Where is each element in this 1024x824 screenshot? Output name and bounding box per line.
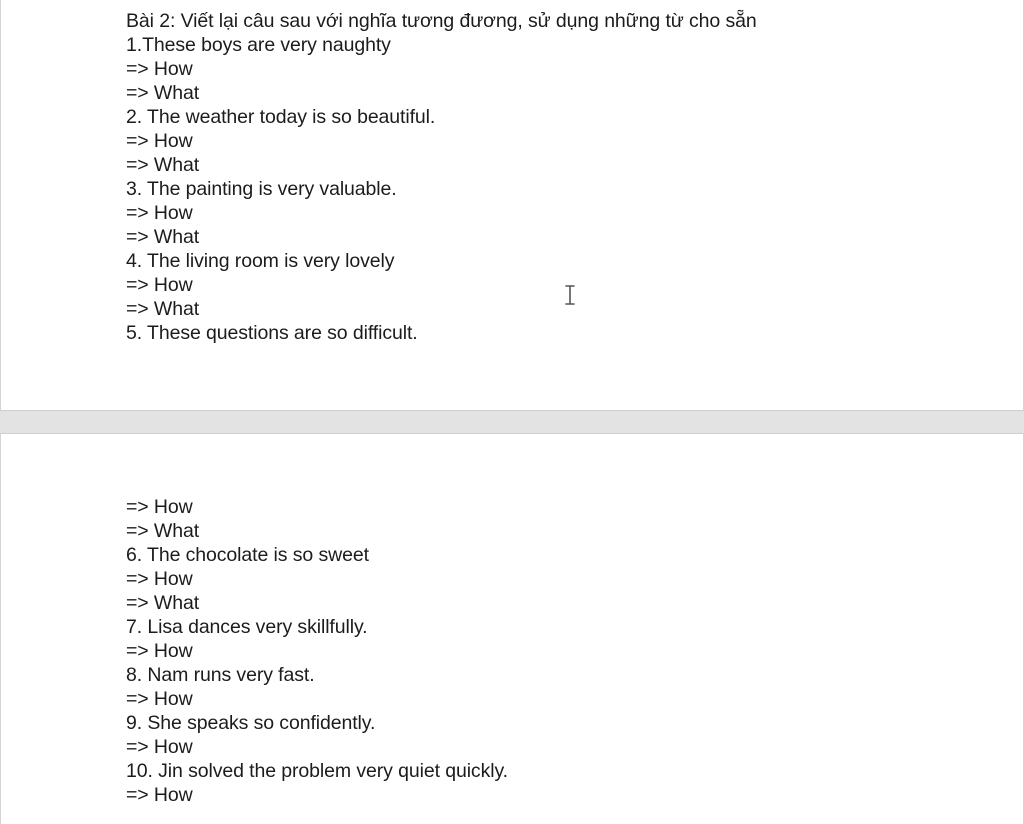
- answer-line-how: => How: [126, 58, 193, 80]
- answer-line-how: => How: [126, 130, 193, 152]
- answer-line-what: => What: [126, 154, 200, 176]
- answer-line-what: => What: [126, 82, 200, 104]
- question-3: 3. The painting is very valuable.: [126, 178, 397, 200]
- answer-line-how: => How: [126, 784, 193, 806]
- answer-line-how: => How: [126, 736, 193, 758]
- question-5: 5. These questions are so difficult.: [126, 322, 418, 344]
- answer-line-how: => How: [126, 688, 193, 710]
- question-1: 1.These boys are very naughty: [126, 34, 391, 56]
- document-page-2[interactable]: [0, 433, 1024, 824]
- question-8: 8. Nam runs very fast.: [126, 664, 315, 686]
- answer-line-how: => How: [126, 568, 193, 590]
- answer-line-how: => How: [126, 640, 193, 662]
- answer-line-what: => What: [126, 298, 200, 320]
- page-1-text: [126, 9, 757, 345]
- question-10: 10. Jin solved the problem very quiet quickly.: [126, 760, 508, 782]
- question-6: 6. The chocolate is so sweet: [126, 544, 369, 566]
- text-cursor-icon: [563, 284, 577, 306]
- answer-line-what: => What: [126, 226, 200, 248]
- answer-line-what: => What: [126, 520, 200, 542]
- exercise-heading: Bài 2: Viết lại câu sau với nghĩa tương đương, sử dụng những từ cho sẵn: [126, 10, 757, 32]
- answer-line-what: => What: [126, 592, 200, 614]
- page-break: [0, 411, 1024, 433]
- question-4: 4. The living room is very lovely: [126, 250, 395, 272]
- answer-line-how: => How: [126, 202, 193, 224]
- question-7: 7. Lisa dances very skillfully.: [126, 616, 368, 638]
- document-page-1[interactable]: [0, 0, 1024, 411]
- answer-line-how: => How: [126, 274, 193, 296]
- page-2-text: [126, 495, 508, 807]
- question-9: 9. She speaks so confidently.: [126, 712, 376, 734]
- answer-line-how: => How: [126, 496, 193, 518]
- question-2: 2. The weather today is so beautiful.: [126, 106, 436, 128]
